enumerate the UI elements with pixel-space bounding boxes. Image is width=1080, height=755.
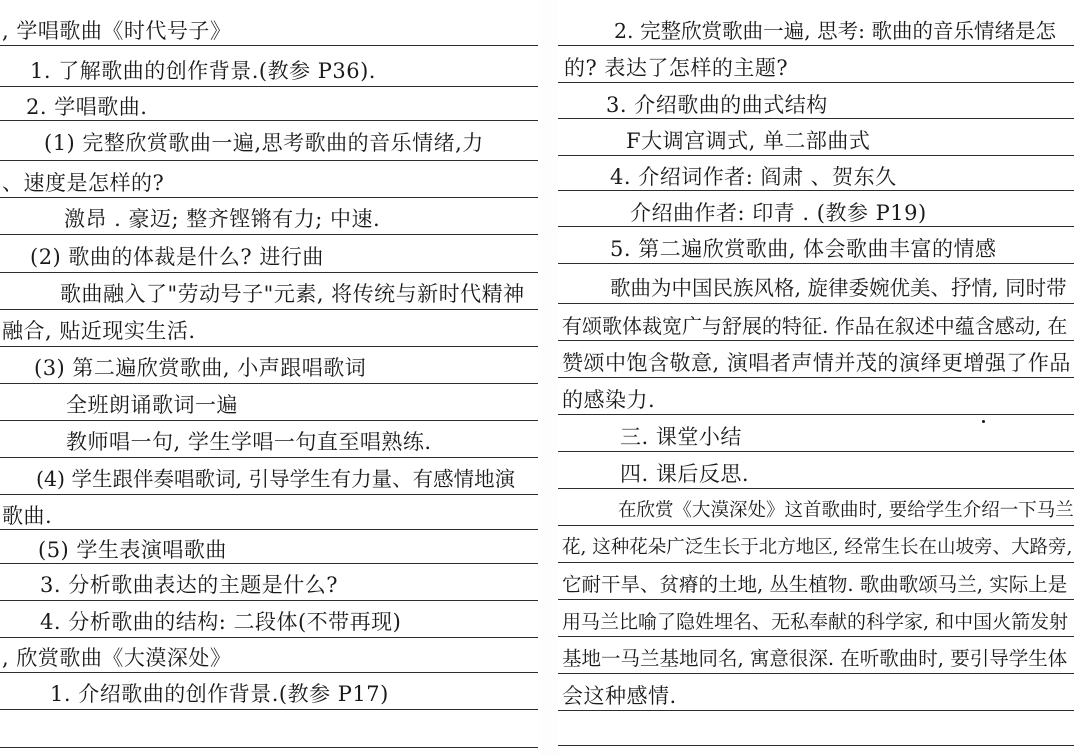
note-line: 有颂歌体裁宽广与舒展的特征. 作品在叙述中蕴含感动, 在 bbox=[562, 314, 1068, 338]
ruled-line bbox=[0, 672, 538, 673]
note-line: (5) 学生表演唱歌曲 bbox=[38, 538, 227, 562]
ruled-line bbox=[0, 197, 538, 198]
note-line: 在欣赏《大漠深处》这首歌曲时, 要给学生介绍一下马兰 bbox=[618, 500, 1074, 521]
note-line: 的? 表达了怎样的主题? bbox=[564, 56, 789, 80]
note-line: F大调宫调式, 单二部曲式 bbox=[626, 129, 871, 153]
ruled-line bbox=[558, 451, 1074, 452]
note-line: 4. 介绍词作者: 阎肃 、贺东久 bbox=[610, 165, 897, 189]
ruled-line bbox=[0, 234, 538, 235]
ruled-line bbox=[0, 529, 538, 530]
note-line: 激昂 . 豪迈; 整齐铿锵有力; 中速. bbox=[64, 207, 381, 231]
note-line: 歌曲为中国民族风格, 旋律委婉优美、抒情, 同时带 bbox=[610, 276, 1067, 300]
note-line: 歌曲融入了"劳动号子"元素, 将传统与新时代精神 bbox=[60, 282, 525, 306]
ruled-line bbox=[0, 309, 538, 310]
ruled-line bbox=[558, 82, 1074, 83]
ruled-line bbox=[558, 636, 1074, 637]
ruled-line bbox=[558, 226, 1074, 227]
ruled-line bbox=[0, 457, 538, 458]
note-line: 、速度是怎样的? bbox=[2, 171, 165, 195]
ruled-line bbox=[558, 263, 1074, 264]
note-line: 1. 了解歌曲的创作背景.(教参 P36). bbox=[30, 59, 376, 83]
ruled-line bbox=[558, 340, 1074, 341]
note-line: 2. 学唱歌曲. bbox=[26, 95, 148, 119]
ruled-line bbox=[0, 709, 538, 710]
note-line: 3. 介绍歌曲的曲式结构 bbox=[606, 93, 828, 117]
note-line: 赞颂中饱含敬意, 演唱者声情并茂的演绎更增强了作品 bbox=[562, 351, 1071, 375]
note-line: , 学唱歌曲《时代号子》 bbox=[2, 19, 232, 43]
ruled-line bbox=[558, 118, 1074, 119]
ruled-line bbox=[558, 745, 1074, 746]
ruled-line bbox=[0, 494, 538, 495]
note-line: 用马兰比喻了隐姓埋名、无私奉献的科学家, 和中国火箭发射 bbox=[562, 611, 1069, 633]
ruled-line bbox=[558, 155, 1074, 156]
right-column bbox=[558, 0, 1080, 755]
ruled-line bbox=[558, 562, 1074, 563]
ink-dot bbox=[982, 420, 985, 423]
note-line: 5. 第二遍欣赏歌曲, 体会歌曲丰富的情感 bbox=[610, 237, 997, 261]
ruled-line bbox=[558, 303, 1074, 304]
note-line: 它耐干旱、贫瘠的土地, 丛生植物. 歌曲歌颂马兰, 实际上是 bbox=[562, 573, 1068, 596]
note-line: 4. 分析歌曲的结构: 二段体(不带再现) bbox=[40, 610, 402, 634]
ruled-line bbox=[0, 272, 538, 273]
note-line: 全班朗诵歌词一遍 bbox=[66, 393, 238, 417]
ruled-line bbox=[0, 637, 538, 638]
ruled-line bbox=[0, 346, 538, 347]
note-line: , 欣赏歌曲《大漠深处》 bbox=[2, 646, 232, 670]
note-line: (1) 完整欣赏歌曲一遍,思考歌曲的音乐情绪,力 bbox=[44, 131, 484, 155]
page-gutter bbox=[540, 0, 558, 755]
ruled-line bbox=[0, 160, 538, 161]
ruled-line bbox=[558, 45, 1074, 46]
ruled-line bbox=[0, 45, 538, 46]
ruled-line bbox=[558, 414, 1074, 415]
ruled-line bbox=[0, 86, 538, 87]
note-line: 四. 课后反思. bbox=[620, 462, 750, 486]
note-line: 花, 这种花朵广泛生长于北方地区, 经常生长在山坡旁、大路旁, bbox=[562, 537, 1073, 558]
ruled-line bbox=[558, 599, 1074, 600]
ruled-line bbox=[558, 710, 1074, 711]
ruled-line bbox=[0, 383, 538, 384]
ruled-line bbox=[0, 600, 538, 601]
note-line: 歌曲. bbox=[2, 504, 53, 528]
note-line: (4) 学生跟伴奏唱歌词, 引导学生有力量、有感情地演 bbox=[36, 467, 516, 491]
note-line: 基地一马兰基地同名, 寓意很深. 在听歌曲时, 要引导学生体 bbox=[562, 647, 1068, 670]
ruled-line bbox=[0, 747, 538, 748]
note-line: 介绍曲作者: 印青 . (教参 P19) bbox=[630, 201, 927, 225]
ruled-line bbox=[558, 488, 1074, 489]
ruled-line bbox=[558, 673, 1074, 674]
note-line: 的感染力. bbox=[562, 388, 656, 412]
note-line: 教师唱一句, 学生学唱一句直至唱熟练. bbox=[66, 430, 432, 454]
ruled-line bbox=[0, 420, 538, 421]
ruled-line bbox=[0, 120, 538, 121]
note-line: 融合, 贴近现实生活. bbox=[2, 319, 196, 343]
ruled-line bbox=[558, 190, 1074, 191]
note-line: (3) 第二遍欣赏歌曲, 小声跟唱歌词 bbox=[34, 356, 367, 380]
ruled-line bbox=[558, 525, 1074, 526]
note-line: 1. 介绍歌曲的创作背景.(教参 P17) bbox=[50, 682, 389, 706]
ruled-line bbox=[558, 377, 1074, 378]
note-line: 3. 分析歌曲表达的主题是什么? bbox=[40, 573, 338, 597]
note-line: 三. 课堂小结 bbox=[620, 425, 742, 449]
note-line: 2. 完整欣赏歌曲一遍, 思考: 歌曲的音乐情绪是怎 bbox=[614, 19, 1057, 43]
ruled-line bbox=[0, 563, 538, 564]
note-line: 会这种感情. bbox=[562, 684, 677, 708]
note-line: (2) 歌曲的体裁是什么? 进行曲 bbox=[30, 245, 324, 269]
